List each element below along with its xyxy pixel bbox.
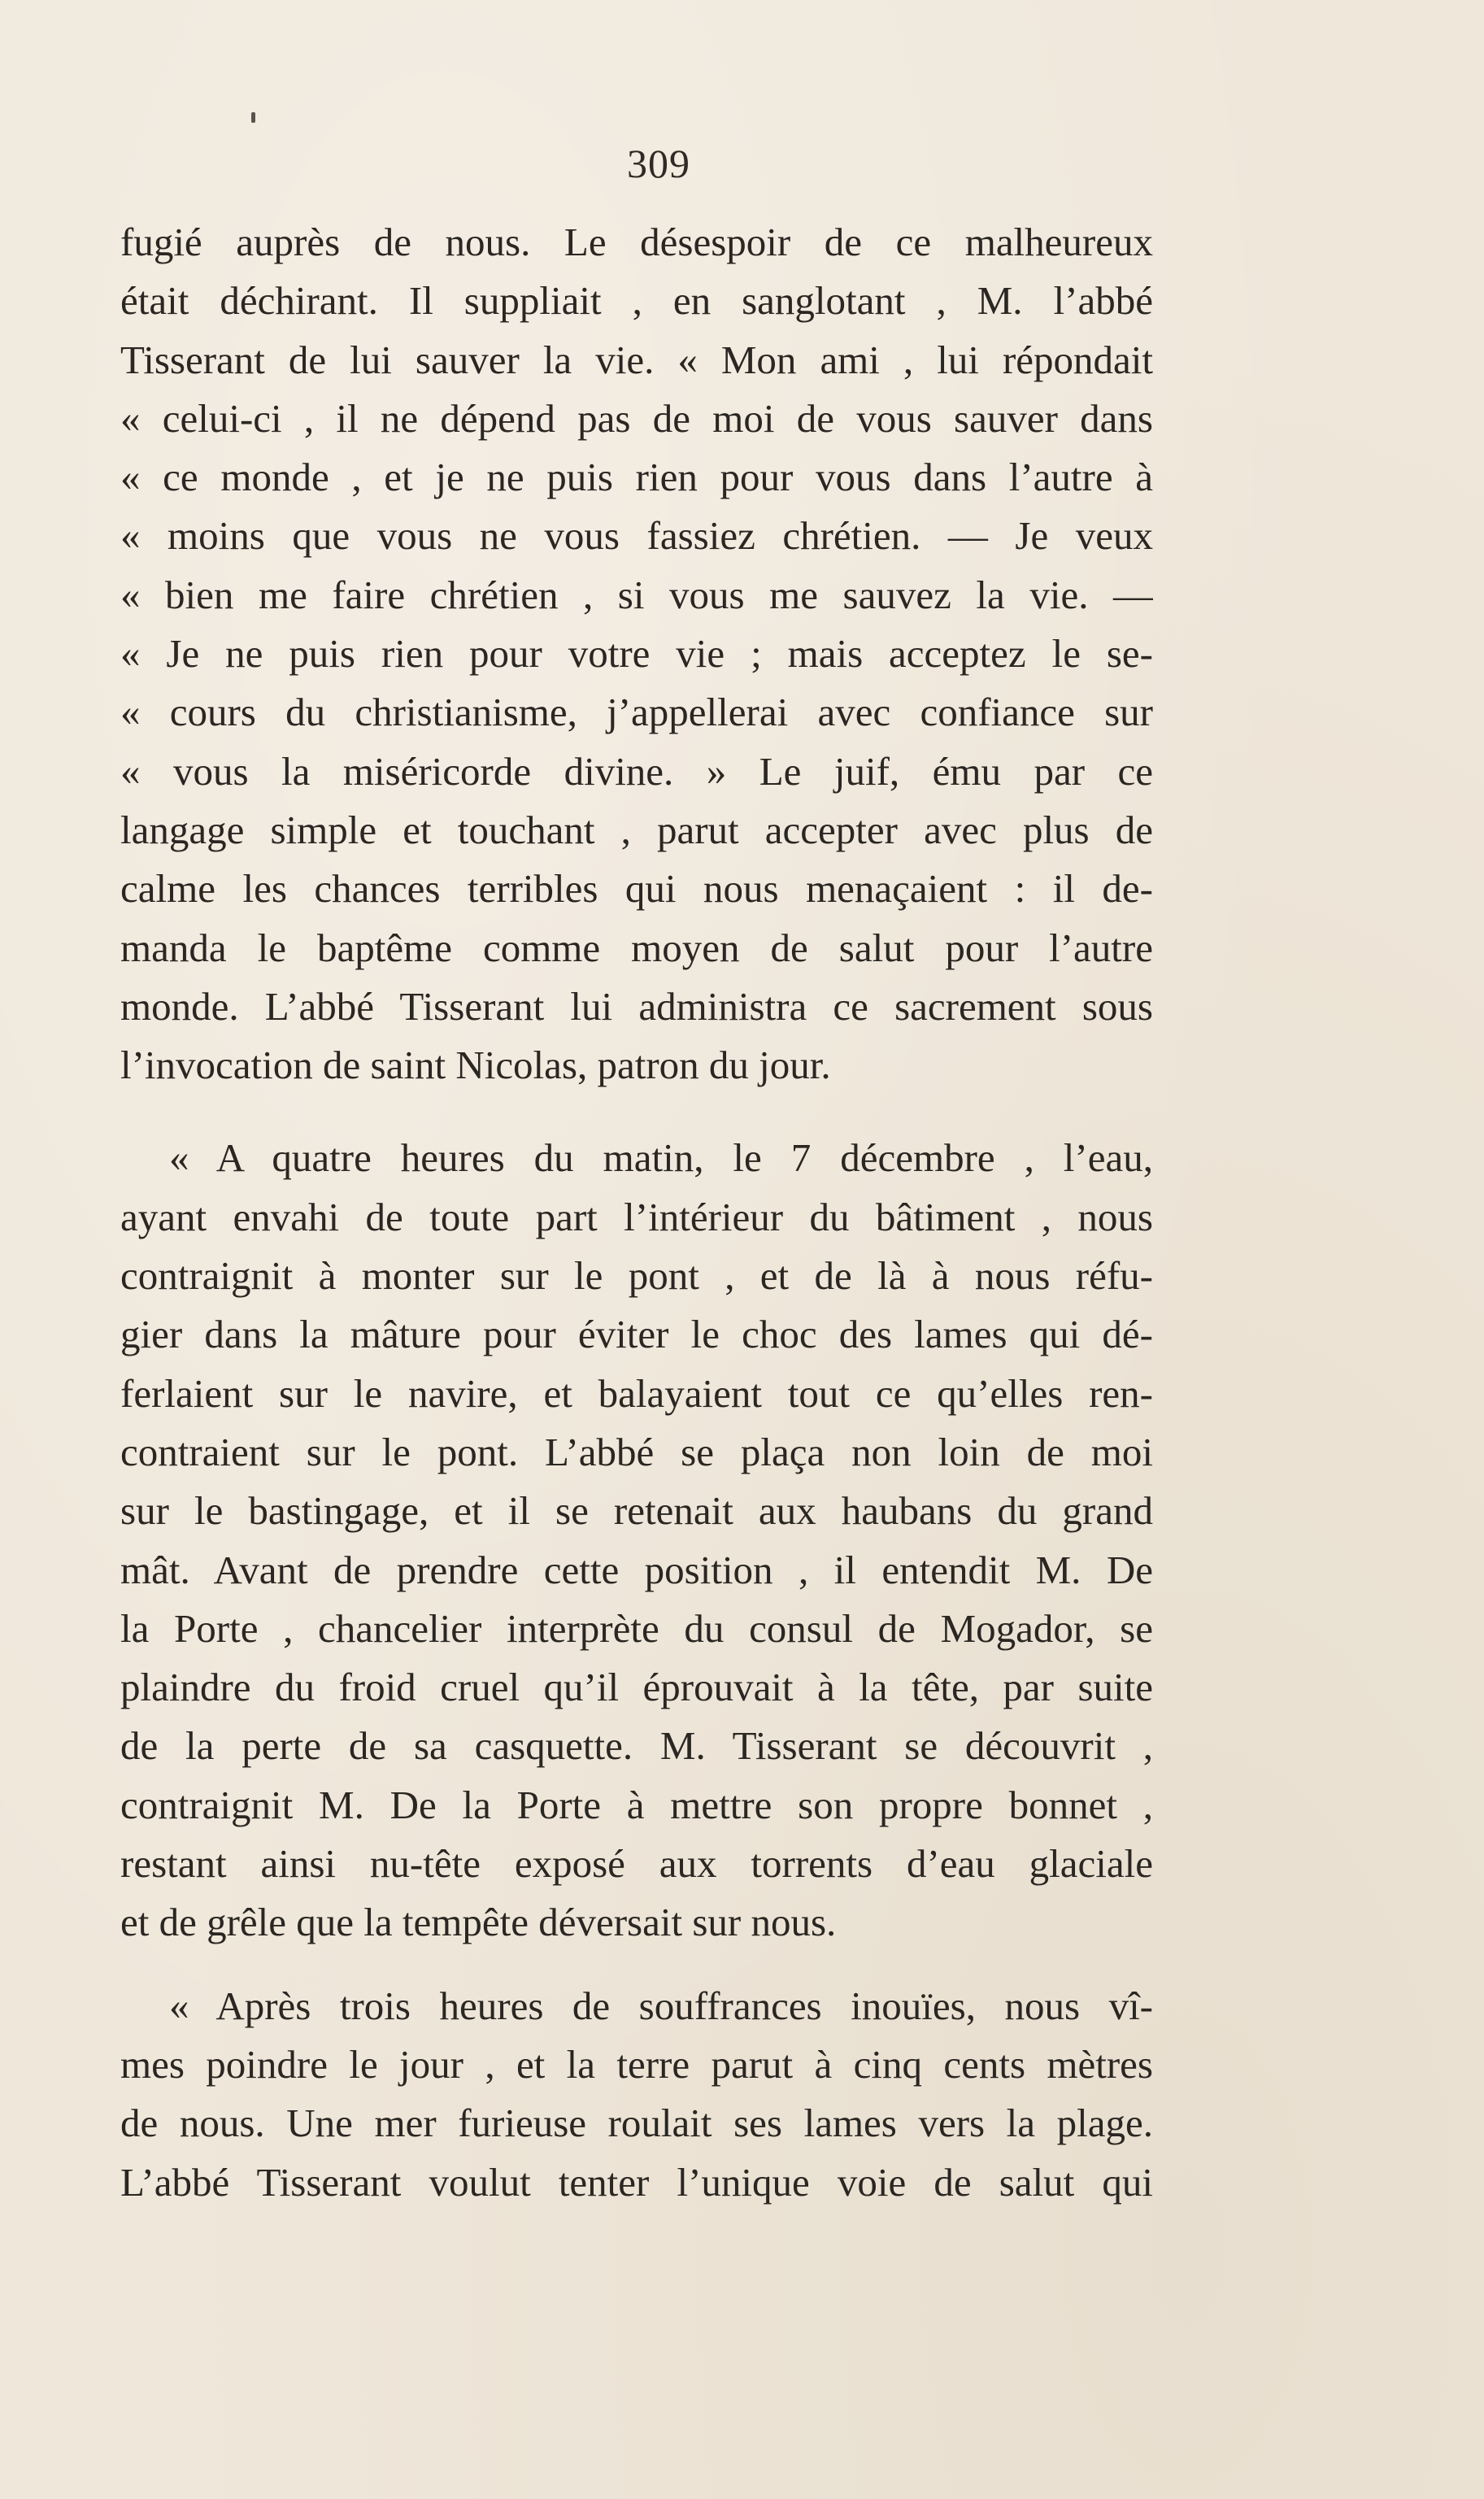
paragraph: [120, 1129, 1153, 1952]
text-line: monde. L’abbé Tisserant lui administra ce sacrement sous: [120, 983, 1153, 1029]
text-line: Tisserant de lui sauver la vie. « Mon ami , lui répondait: [120, 337, 1153, 382]
text-line: manda le baptême comme moyen de salut pour l’autre: [120, 925, 1153, 970]
text-line: mât. Avant de prendre cette position , il entendit M. De: [120, 1547, 1153, 1592]
paragraph-gap: [120, 1953, 1153, 1977]
text-line: la Porte , chancelier interprète du consul de Mogador, se: [120, 1605, 1153, 1651]
text-line: de la perte de sa casquette. M. Tisserant se découvrit ,: [120, 1723, 1153, 1769]
text-line: « A quatre heures du matin, le 7 décembre , l’eau,: [169, 1135, 1153, 1181]
paragraph: [120, 1977, 1153, 2212]
text-line: ayant envahi de toute part l’intérieur du bâtiment , nous: [120, 1194, 1153, 1239]
text-line: fugié auprès de nous. Le désespoir de ce malheureux: [120, 220, 1153, 264]
text-line: « celui-ci , il ne dépend pas de moi de vous sauver dans: [120, 395, 1153, 441]
text-line: contraignit M. De la Porte à mettre son propre bonnet ,: [120, 1782, 1153, 1827]
text-line: « vous la miséricorde divine. » Le juif, ému par ce: [120, 748, 1153, 794]
text-line: restant ainsi nu-tête exposé aux torrents d’eau glaciale: [120, 1841, 1153, 1887]
text-line: langage simple et touchant , parut accepter avec plus de: [120, 807, 1153, 852]
text-line: « bien me faire chrétien , si vous me sauvez la vie. —: [120, 572, 1153, 617]
text-line: ferlaient sur le navire, et balayaient tout ce qu’elles ren-: [120, 1370, 1153, 1416]
paragraph: [120, 213, 1153, 1095]
ink-speck: [251, 112, 255, 123]
text-line: contraignit à monter sur le pont , et de là à nous réfu-: [120, 1253, 1153, 1299]
text-line: « Après trois heures de souffrances inouïes, nous vî-: [169, 1983, 1153, 2028]
text-line: L’abbé Tisserant voulut tenter l’unique voie de salut qui: [120, 2159, 1153, 2205]
text-line: « cours du christianisme, j’appellerai avec confiance sur: [120, 690, 1153, 735]
text-line: était déchirant. Il suppliait , en sanglotant , M. l’abbé: [120, 278, 1153, 324]
text-line: de nous. Une mer furieuse roulait ses lames vers la plage.: [120, 2101, 1153, 2146]
text-line: sur le bastingage, et il se retenait aux haubans du grand: [120, 1488, 1153, 1534]
paragraph-gap: [120, 1095, 1153, 1129]
text-line: gier dans la mâture pour éviter le choc des lames qui dé-: [120, 1312, 1153, 1357]
text-line: l’invocation de saint Nicolas, patron du jour.: [120, 1043, 831, 1088]
text-line: calme les chances terribles qui nous menaçaient : il de-: [120, 866, 1153, 912]
body-text: [120, 213, 1153, 2212]
text-line: contraient sur le pont. L’abbé se plaça non loin de moi: [120, 1429, 1153, 1474]
text-line: mes poindre le jour , et la terre parut à cinq cents mètres: [120, 2041, 1153, 2087]
text-line: « Je ne puis rien pour votre vie ; mais acceptez le se-: [120, 631, 1153, 677]
text-line: « moins que vous ne vous fassiez chrétien. — Je veux: [120, 513, 1153, 559]
text-line: plaindre du froid cruel qu’il éprouvait à la tête, par suite: [120, 1665, 1153, 1710]
text-line: « ce monde , et je ne puis rien pour vous dans l’autre à: [120, 455, 1153, 500]
page-number: 309: [627, 141, 690, 186]
text-line: et de grêle que la tempête déversait sur nous.: [120, 1900, 837, 1945]
